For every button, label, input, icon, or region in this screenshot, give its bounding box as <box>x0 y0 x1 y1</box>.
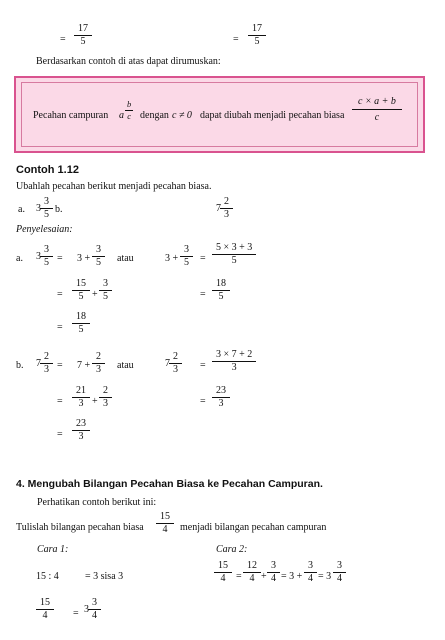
plus-sign: + <box>261 571 267 582</box>
mixed-fraction-3-3-4: 3 $\frac{3}{4}$ <box>84 598 99 621</box>
section-4-heading: 4. Mengubah Bilangan Pecahan Biasa ke Pecahan Campuran. <box>16 478 323 490</box>
fraction-3-4: $\frac{3}{4}$ <box>335 561 344 584</box>
fraction-3x7plus2-over-3: $\frac{3 \times 7 + 2}{3}$ <box>214 350 254 373</box>
plus-sign: + <box>92 289 98 300</box>
equals-sign: = <box>200 253 206 264</box>
formula-text-dengan: dengan <box>140 110 169 121</box>
fraction-5x3plus3-over-5: $\frac{5 \times 3 + 3}{5}$ <box>214 243 254 266</box>
fraction-15-4: $\frac{15}{4}$ <box>216 561 230 584</box>
formula-fraction-b-c: $\frac{b}{c}$ <box>127 99 132 121</box>
fraction-18-5: $\frac{18}{5}$ <box>74 312 88 335</box>
equals-sign: = <box>233 34 239 45</box>
whole-plus: 7 + <box>77 360 91 371</box>
item-b-label: b. <box>55 204 63 215</box>
equals-sign: = <box>57 360 63 371</box>
equals-sign: = <box>57 396 63 407</box>
fraction-18-5: $\frac{18}{5}$ <box>214 279 228 302</box>
equals-sign: = <box>200 396 206 407</box>
fraction-2-3: $\frac{2}{3}$ <box>94 352 103 375</box>
fraction-23-3: $\frac{23}{3}$ <box>74 419 88 442</box>
equals-three-plus: = 3 + <box>281 571 303 582</box>
task-text-post: menjadi bilangan pecahan campuran <box>180 522 327 533</box>
equals-sign: = <box>57 322 63 333</box>
equals-sign: = <box>236 571 242 582</box>
solution-b-label: b. <box>16 360 24 371</box>
formula-box <box>14 76 425 153</box>
equals-sign: = <box>57 289 63 300</box>
formula-text-dapat-diubah: dapat diubah menjadi pecahan biasa <box>200 110 345 121</box>
fraction-15-4: $\frac{15}{4}$ <box>158 512 172 535</box>
section-4-intro: Perhatikan contoh berikut ini: <box>37 497 157 508</box>
fraction-15-4: $\frac{15}{4}$ <box>38 598 52 621</box>
formula-condition: c ≠ 0 <box>172 110 192 121</box>
equals-sign: = <box>200 360 206 371</box>
mixed-fraction-7-2-3: 7 $\frac{2}{3}$ <box>36 352 51 375</box>
equals-three: = 3 <box>318 571 332 582</box>
cara-1-label: Cara 1: <box>37 544 69 555</box>
mixed-fraction-7-2-3: 7 $\frac{2}{3}$ <box>216 197 231 220</box>
mixed-fraction-3-3-5: 3 $\frac{3}{5}$ <box>36 245 51 268</box>
equals-sign: = <box>60 34 66 45</box>
item-a-label: a. <box>18 204 25 215</box>
fraction-17-5: $\frac{17}{5}$ <box>76 24 90 47</box>
plus-sign: + <box>92 396 98 407</box>
formula-result-fraction: $\frac{c \times a + b}{c}$ <box>354 97 400 123</box>
example-title: Contoh 1.12 <box>16 164 79 176</box>
formula-intro-text: Berdasarkan contoh di atas dapat dirumuskan: <box>36 56 221 67</box>
atau-text: atau <box>117 360 134 371</box>
fraction-17-5: $\frac{17}{5}$ <box>250 24 264 47</box>
formula-var-a: a <box>119 110 124 121</box>
atau-text: atau <box>117 253 134 264</box>
fraction-3-5: $\frac{3}{5}$ <box>101 279 110 302</box>
whole-plus: 3 + <box>165 253 179 264</box>
equals-sign: = <box>73 608 79 619</box>
fraction-21-3: $\frac{21}{3}$ <box>74 386 88 409</box>
fraction-2-3: $\frac{2}{3}$ <box>101 386 110 409</box>
whole-plus: 3 + <box>77 253 91 264</box>
equals-sign: = <box>57 429 63 440</box>
equals-sign: = <box>200 289 206 300</box>
fraction-3-5: $\frac{3}{5}$ <box>182 245 191 268</box>
cara-2-label: Cara 2: <box>216 544 248 555</box>
solution-a-label: a. <box>16 253 23 264</box>
mixed-fraction-3-3-5: 3 $\frac{3}{5}$ <box>36 197 51 220</box>
fraction-3-4: $\frac{3}{4}$ <box>306 561 315 584</box>
mixed-fraction-7-2-3: 7 $\frac{2}{3}$ <box>165 352 180 375</box>
task-text-pre: Tulislah bilangan pecahan biasa <box>16 522 144 533</box>
fraction-3-5: $\frac{3}{5}$ <box>94 245 103 268</box>
formula-text-pecahan-campuran: Pecahan campuran <box>33 110 109 121</box>
example-instruction: Ubahlah pecahan berikut menjadi pecahan biasa. <box>16 181 212 192</box>
division-expression: 15 : 4 <box>36 571 59 582</box>
solution-heading: Penyelesaian: <box>16 224 73 235</box>
fraction-12-4: $\frac{12}{4}$ <box>245 561 259 584</box>
fraction-23-3: $\frac{23}{3}$ <box>214 386 228 409</box>
fraction-3-4: $\frac{3}{4}$ <box>269 561 278 584</box>
equals-sign: = <box>57 253 63 264</box>
division-result: = 3 sisa 3 <box>85 571 124 582</box>
fraction-15-5: $\frac{15}{5}$ <box>74 279 88 302</box>
